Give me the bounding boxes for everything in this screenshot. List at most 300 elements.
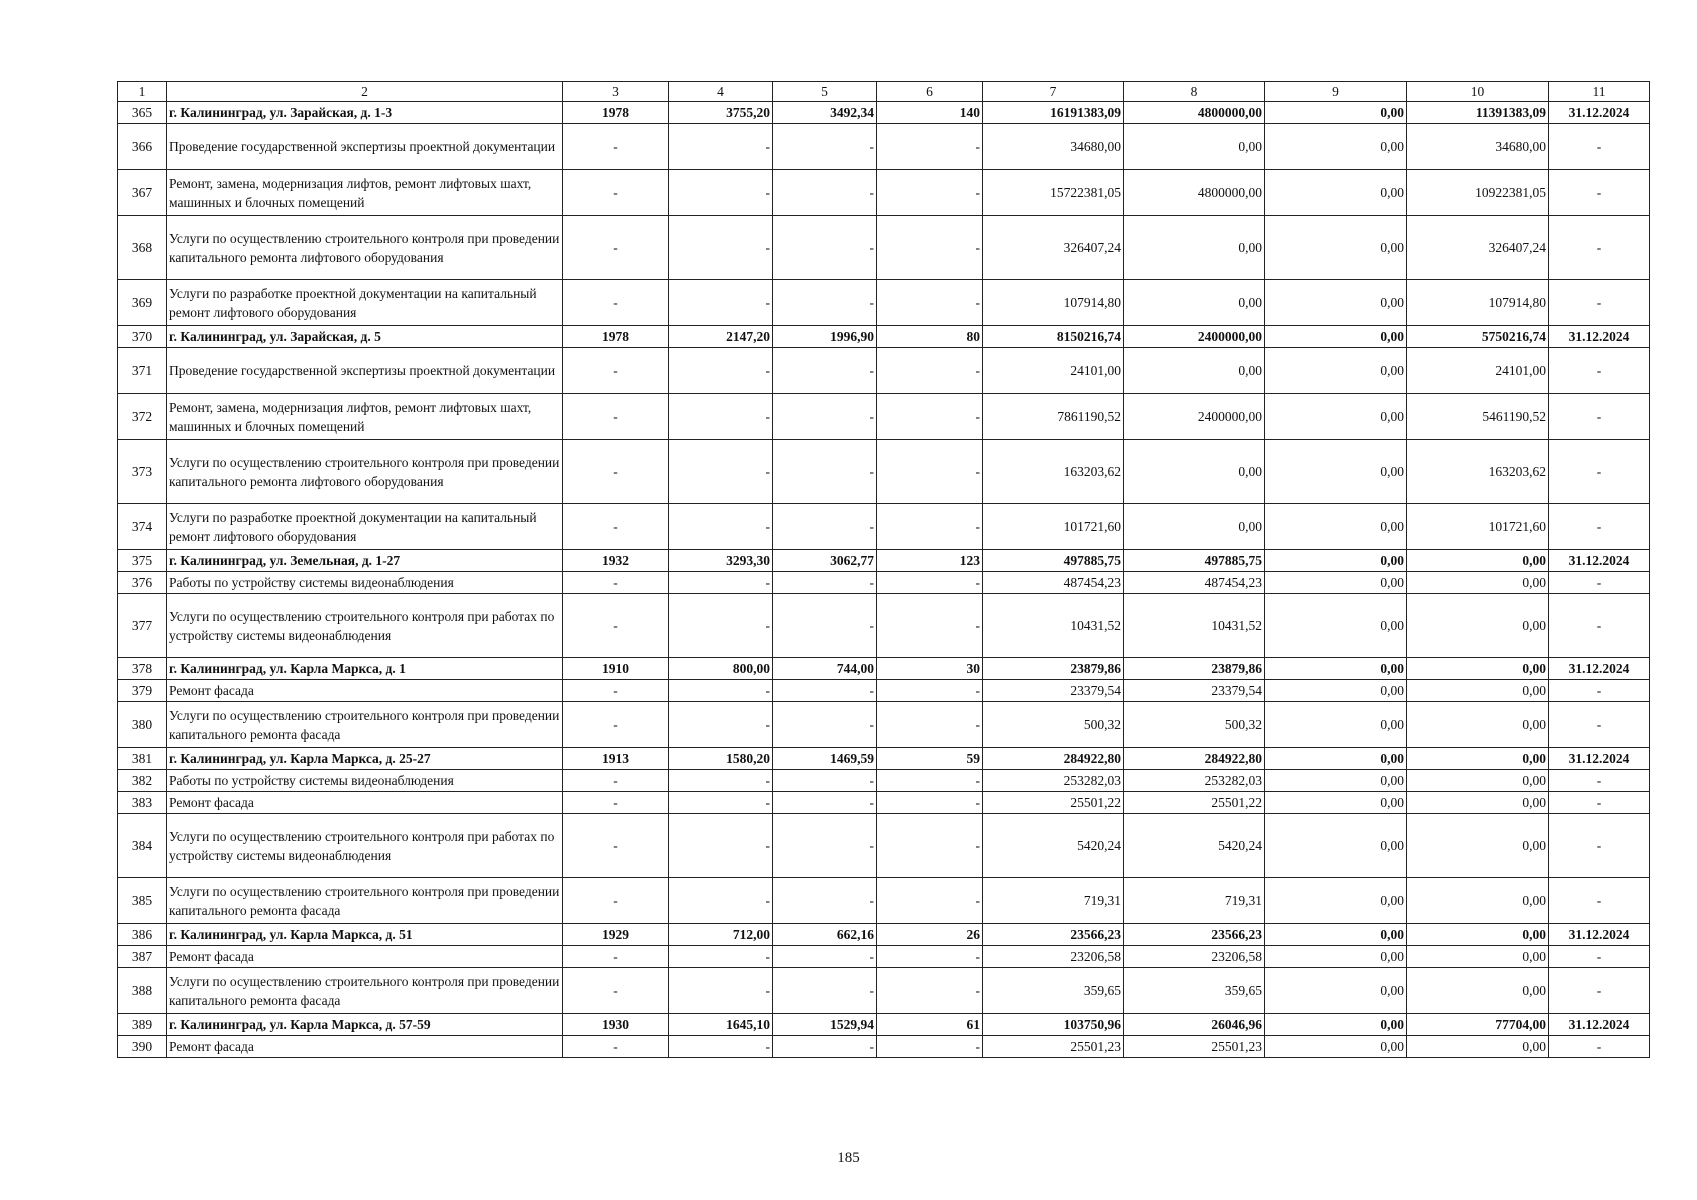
repair-schedule-table	[117, 81, 1650, 1058]
table-cell: -	[773, 878, 877, 924]
table-cell: 284922,80	[983, 748, 1124, 770]
table-cell: -	[877, 878, 983, 924]
table-cell: 1580,20	[669, 748, 773, 770]
table-cell: 4800000,00	[1124, 170, 1265, 216]
table-cell: 26	[877, 924, 983, 946]
table-cell: 3755,20	[669, 102, 773, 124]
table-cell: 1978	[563, 102, 669, 124]
table-cell: -	[669, 946, 773, 968]
table-cell: 5420,24	[1124, 814, 1265, 878]
table-cell: -	[773, 170, 877, 216]
table-cell: -	[877, 572, 983, 594]
table-cell: -	[773, 124, 877, 170]
table-cell: 163203,62	[1407, 440, 1549, 504]
table-cell: 103750,96	[983, 1014, 1124, 1036]
table-cell: 382	[118, 770, 167, 792]
table-cell: -	[773, 770, 877, 792]
row-description: Проведение государственной экспертизы проектной документации	[167, 124, 563, 170]
table-cell: 0,00	[1124, 504, 1265, 550]
table-cell: 0,00	[1407, 594, 1549, 658]
table-cell: 5420,24	[983, 814, 1124, 878]
table-cell: 25501,22	[1124, 792, 1265, 814]
table-cell: 77704,00	[1407, 1014, 1549, 1036]
table-cell: -	[563, 878, 669, 924]
column-header: 9	[1265, 82, 1407, 102]
table-cell: 31.12.2024	[1549, 658, 1650, 680]
table-cell: 0,00	[1265, 1014, 1407, 1036]
row-description: Услуги по осуществлению строительного контроля при проведении капитального ремонта фасада	[167, 878, 563, 924]
work-item-row	[118, 504, 1650, 550]
table-cell: 0,00	[1265, 814, 1407, 878]
row-description: Услуги по осуществлению строительного контроля при проведении капитального ремонта фасада	[167, 968, 563, 1014]
table-cell: -	[773, 504, 877, 550]
table-cell: 385	[118, 878, 167, 924]
table-cell: 744,00	[773, 658, 877, 680]
table-cell: -	[773, 792, 877, 814]
table-cell: 384	[118, 814, 167, 878]
table-cell: -	[877, 124, 983, 170]
row-description: Услуги по разработке проектной документации на капитальный ремонт лифтового оборудования	[167, 280, 563, 326]
table-cell: 0,00	[1265, 946, 1407, 968]
table-cell: 107914,80	[983, 280, 1124, 326]
table-cell: 374	[118, 504, 167, 550]
table-cell: 25501,22	[983, 792, 1124, 814]
table-cell: 372	[118, 394, 167, 440]
table-cell: 1978	[563, 326, 669, 348]
building-row	[118, 658, 1650, 680]
table-cell: 23379,54	[1124, 680, 1265, 702]
table-cell: -	[563, 680, 669, 702]
table-cell: 23879,86	[1124, 658, 1265, 680]
table-cell: -	[563, 348, 669, 394]
table-cell: 719,31	[1124, 878, 1265, 924]
table-cell: 2400000,00	[1124, 394, 1265, 440]
table-cell: 0,00	[1124, 348, 1265, 394]
table-cell: 80	[877, 326, 983, 348]
table-cell: -	[1549, 348, 1650, 394]
table-cell: -	[563, 394, 669, 440]
table-cell: 366	[118, 124, 167, 170]
row-description: Ремонт фасада	[167, 946, 563, 968]
table-cell: 0,00	[1407, 1036, 1549, 1058]
table-cell: -	[669, 1036, 773, 1058]
table-cell: 123	[877, 550, 983, 572]
table-cell: -	[877, 770, 983, 792]
table-cell: 24101,00	[1407, 348, 1549, 394]
table-cell: -	[877, 946, 983, 968]
table-cell: -	[773, 216, 877, 280]
table-cell: 30	[877, 658, 983, 680]
table-cell: 31.12.2024	[1549, 550, 1650, 572]
row-description: Услуги по осуществлению строительного контроля при работах по устройству системы видеонаблюдения	[167, 594, 563, 658]
table-cell: -	[773, 394, 877, 440]
table-cell: 0,00	[1265, 280, 1407, 326]
table-cell: 23879,86	[983, 658, 1124, 680]
work-item-row	[118, 594, 1650, 658]
building-row	[118, 1014, 1650, 1036]
work-item-row	[118, 680, 1650, 702]
table-cell: 59	[877, 748, 983, 770]
table-cell: 1913	[563, 748, 669, 770]
table-cell: -	[773, 594, 877, 658]
table-cell: -	[1549, 702, 1650, 748]
table-cell: -	[877, 702, 983, 748]
table-cell: 10431,52	[1124, 594, 1265, 658]
table-cell: 0,00	[1265, 1036, 1407, 1058]
table-cell: -	[773, 702, 877, 748]
table-cell: 11391383,09	[1407, 102, 1549, 124]
table-cell: 368	[118, 216, 167, 280]
table-cell: 5461190,52	[1407, 394, 1549, 440]
work-item-row	[118, 878, 1650, 924]
table-cell: 0,00	[1265, 124, 1407, 170]
work-item-row	[118, 946, 1650, 968]
table-cell: 0,00	[1407, 572, 1549, 594]
table-cell: -	[1549, 572, 1650, 594]
table-cell: 0,00	[1265, 102, 1407, 124]
table-cell: -	[1549, 594, 1650, 658]
table-cell: -	[669, 504, 773, 550]
work-item-row	[118, 280, 1650, 326]
table-cell: 34680,00	[983, 124, 1124, 170]
table-cell: -	[669, 792, 773, 814]
table-cell: -	[563, 1036, 669, 1058]
table-cell: 1910	[563, 658, 669, 680]
table-cell: 388	[118, 968, 167, 1014]
table-cell: -	[877, 170, 983, 216]
table-cell: -	[773, 348, 877, 394]
table-cell: -	[773, 968, 877, 1014]
table-cell: -	[563, 594, 669, 658]
column-header: 6	[877, 82, 983, 102]
table-cell: 359,65	[983, 968, 1124, 1014]
row-description: г. Калининград, ул. Карла Маркса, д. 57-59	[167, 1014, 563, 1036]
table-cell: 1529,94	[773, 1014, 877, 1036]
table-cell: 107914,80	[1407, 280, 1549, 326]
table-cell: 31.12.2024	[1549, 102, 1650, 124]
table-cell: 140	[877, 102, 983, 124]
table-cell: 800,00	[669, 658, 773, 680]
table-cell: -	[773, 1036, 877, 1058]
column-header: 7	[983, 82, 1124, 102]
table-cell: 712,00	[669, 924, 773, 946]
table-cell: 662,16	[773, 924, 877, 946]
table-cell: 0,00	[1407, 814, 1549, 878]
table-cell: 25501,23	[1124, 1036, 1265, 1058]
table-cell: 359,65	[1124, 968, 1265, 1014]
table-cell: -	[877, 504, 983, 550]
table-cell: -	[669, 216, 773, 280]
table-cell: -	[669, 770, 773, 792]
table-cell: -	[877, 394, 983, 440]
table-cell: -	[563, 440, 669, 504]
table-cell: 0,00	[1407, 702, 1549, 748]
table-cell: -	[877, 680, 983, 702]
table-cell: 381	[118, 748, 167, 770]
table-cell: 1996,90	[773, 326, 877, 348]
column-number-row	[118, 82, 1650, 102]
table-cell: -	[1549, 394, 1650, 440]
table-cell: 23379,54	[983, 680, 1124, 702]
row-description: Ремонт, замена, модернизация лифтов, ремонт лифтовых шахт, машинных и блочных помещений	[167, 170, 563, 216]
row-description: г. Калининград, ул. Зарайская, д. 5	[167, 326, 563, 348]
table-cell: 387	[118, 946, 167, 968]
table-cell: -	[669, 594, 773, 658]
table-cell: 497885,75	[1124, 550, 1265, 572]
table-cell: 390	[118, 1036, 167, 1058]
work-item-row	[118, 814, 1650, 878]
table-cell: -	[773, 572, 877, 594]
work-item-row	[118, 394, 1650, 440]
table-cell: 0,00	[1265, 792, 1407, 814]
table-cell: 0,00	[1265, 770, 1407, 792]
table-cell: 101721,60	[983, 504, 1124, 550]
table-cell: 0,00	[1124, 124, 1265, 170]
table-cell: -	[669, 394, 773, 440]
table-cell: 23206,58	[983, 946, 1124, 968]
table-cell: -	[669, 878, 773, 924]
table-cell: 370	[118, 326, 167, 348]
table-cell: -	[563, 814, 669, 878]
table-cell: -	[877, 594, 983, 658]
table-cell: 371	[118, 348, 167, 394]
table-cell: 719,31	[983, 878, 1124, 924]
table-cell: 7861190,52	[983, 394, 1124, 440]
table-cell: 2147,20	[669, 326, 773, 348]
table-cell: 487454,23	[983, 572, 1124, 594]
table-cell: -	[1549, 170, 1650, 216]
table-cell: 16191383,09	[983, 102, 1124, 124]
row-description: Ремонт фасада	[167, 792, 563, 814]
table-cell: 0,00	[1265, 440, 1407, 504]
table-cell: 25501,23	[983, 1036, 1124, 1058]
table-cell: 3492,34	[773, 102, 877, 124]
table-cell: 0,00	[1265, 394, 1407, 440]
table-cell: -	[877, 814, 983, 878]
work-item-row	[118, 968, 1650, 1014]
table-cell: 23206,58	[1124, 946, 1265, 968]
table-cell: -	[1549, 124, 1650, 170]
work-item-row	[118, 216, 1650, 280]
table-cell: -	[877, 216, 983, 280]
table-cell: -	[563, 572, 669, 594]
row-description: Услуги по осуществлению строительного контроля при работах по устройству системы видеонаблюдения	[167, 814, 563, 878]
table-cell: 487454,23	[1124, 572, 1265, 594]
table-cell: 1645,10	[669, 1014, 773, 1036]
table-cell: 31.12.2024	[1549, 326, 1650, 348]
table-cell: -	[669, 440, 773, 504]
table-cell: -	[669, 968, 773, 1014]
page-number: 185	[837, 1150, 860, 1166]
table-cell: 1932	[563, 550, 669, 572]
table-cell: -	[1549, 280, 1650, 326]
table-cell: 0,00	[1407, 968, 1549, 1014]
table-cell: 0,00	[1265, 504, 1407, 550]
work-item-row	[118, 1036, 1650, 1058]
work-item-row	[118, 124, 1650, 170]
table-cell: -	[563, 702, 669, 748]
table-cell: -	[1549, 1036, 1650, 1058]
table-cell: 0,00	[1265, 878, 1407, 924]
table-cell: -	[877, 440, 983, 504]
column-header: 10	[1407, 82, 1549, 102]
table-cell: 31.12.2024	[1549, 748, 1650, 770]
table-cell: 0,00	[1407, 924, 1549, 946]
table-cell: -	[877, 968, 983, 1014]
building-row	[118, 748, 1650, 770]
table-cell: -	[669, 572, 773, 594]
table-cell: -	[1549, 440, 1650, 504]
table-cell: 0,00	[1265, 680, 1407, 702]
building-row	[118, 326, 1650, 348]
table-cell: 61	[877, 1014, 983, 1036]
table-cell: 375	[118, 550, 167, 572]
table-cell: 34680,00	[1407, 124, 1549, 170]
table-cell: -	[1549, 878, 1650, 924]
table-cell: -	[669, 170, 773, 216]
table-cell: -	[669, 814, 773, 878]
table-cell: 497885,75	[983, 550, 1124, 572]
table-cell: -	[1549, 504, 1650, 550]
table-cell: 0,00	[1407, 792, 1549, 814]
table-cell: 10431,52	[983, 594, 1124, 658]
column-header: 2	[167, 82, 563, 102]
building-row	[118, 102, 1650, 124]
table-cell: -	[1549, 770, 1650, 792]
table-cell: 0,00	[1265, 216, 1407, 280]
table-cell: 253282,03	[1124, 770, 1265, 792]
table-cell: 0,00	[1407, 550, 1549, 572]
table-cell: -	[669, 348, 773, 394]
table-cell: 284922,80	[1124, 748, 1265, 770]
row-description: Услуги по осуществлению строительного контроля при проведении капитального ремонта фасада	[167, 702, 563, 748]
table-cell: -	[563, 170, 669, 216]
column-header: 4	[669, 82, 773, 102]
table-cell: 0,00	[1407, 878, 1549, 924]
building-row	[118, 550, 1650, 572]
row-description: Услуги по осуществлению строительного контроля при проведении капитального ремонта лифтового оборудования	[167, 440, 563, 504]
table-cell: 26046,96	[1124, 1014, 1265, 1036]
table-cell: -	[563, 216, 669, 280]
table-cell: -	[563, 968, 669, 1014]
table-cell: 0,00	[1265, 170, 1407, 216]
table-cell: 163203,62	[983, 440, 1124, 504]
table-cell: 0,00	[1265, 348, 1407, 394]
table-cell: 1930	[563, 1014, 669, 1036]
column-header: 3	[563, 82, 669, 102]
row-description: Работы по устройству системы видеонаблюдения	[167, 770, 563, 792]
work-item-row	[118, 702, 1650, 748]
table-cell: -	[563, 946, 669, 968]
table-cell: 0,00	[1265, 326, 1407, 348]
row-description: г. Калининград, ул. Карла Маркса, д. 51	[167, 924, 563, 946]
column-header: 8	[1124, 82, 1265, 102]
table-cell: -	[563, 124, 669, 170]
table-cell: -	[563, 504, 669, 550]
row-description: г. Калининград, ул. Карла Маркса, д. 1	[167, 658, 563, 680]
work-item-row	[118, 572, 1650, 594]
table-cell: 379	[118, 680, 167, 702]
table-cell: 326407,24	[1407, 216, 1549, 280]
table-cell: 0,00	[1265, 924, 1407, 946]
table-cell: 3293,30	[669, 550, 773, 572]
table-cell: 24101,00	[983, 348, 1124, 394]
table-cell: -	[563, 280, 669, 326]
table-cell: -	[563, 792, 669, 814]
building-row	[118, 924, 1650, 946]
table-cell: 23566,23	[1124, 924, 1265, 946]
table-cell: 377	[118, 594, 167, 658]
column-header: 11	[1549, 82, 1650, 102]
table-cell: -	[669, 280, 773, 326]
row-description: Услуги по осуществлению строительного контроля при проведении капитального ремонта лифтового оборудования	[167, 216, 563, 280]
table-cell: -	[877, 280, 983, 326]
table-cell: -	[1549, 946, 1650, 968]
table-cell: 0,00	[1265, 748, 1407, 770]
table-cell: 0,00	[1407, 658, 1549, 680]
table-cell: 380	[118, 702, 167, 748]
table-cell: 5750216,74	[1407, 326, 1549, 348]
table-cell: 378	[118, 658, 167, 680]
row-description: Ремонт, замена, модернизация лифтов, ремонт лифтовых шахт, машинных и блочных помещений	[167, 394, 563, 440]
table-cell: 1929	[563, 924, 669, 946]
work-item-row	[118, 170, 1650, 216]
table-cell: 0,00	[1407, 770, 1549, 792]
table-cell: -	[773, 680, 877, 702]
table-cell: 367	[118, 170, 167, 216]
table-cell: 8150216,74	[983, 326, 1124, 348]
table-cell: 0,00	[1407, 680, 1549, 702]
table-cell: -	[1549, 968, 1650, 1014]
row-description: г. Калининград, ул. Зарайская, д. 1-3	[167, 102, 563, 124]
table-cell: 0,00	[1124, 280, 1265, 326]
table-cell: 383	[118, 792, 167, 814]
table-cell: 15722381,05	[983, 170, 1124, 216]
row-description: г. Калининград, ул. Земельная, д. 1-27	[167, 550, 563, 572]
table-cell: -	[877, 1036, 983, 1058]
table-cell: 373	[118, 440, 167, 504]
table-cell: -	[1549, 216, 1650, 280]
table-cell: 101721,60	[1407, 504, 1549, 550]
row-description: Ремонт фасада	[167, 1036, 563, 1058]
table-cell: -	[669, 124, 773, 170]
table-cell: 386	[118, 924, 167, 946]
table-cell: 10922381,05	[1407, 170, 1549, 216]
table-cell: -	[669, 680, 773, 702]
row-description: Работы по устройству системы видеонаблюдения	[167, 572, 563, 594]
table-cell: 326407,24	[983, 216, 1124, 280]
table-cell: 389	[118, 1014, 167, 1036]
table-cell: -	[1549, 814, 1650, 878]
column-header: 1	[118, 82, 167, 102]
table-cell: 0,00	[1124, 440, 1265, 504]
table-cell: 0,00	[1407, 748, 1549, 770]
table-cell: 0,00	[1265, 550, 1407, 572]
table-cell: 3062,77	[773, 550, 877, 572]
table-cell: -	[773, 440, 877, 504]
table-cell: 0,00	[1265, 702, 1407, 748]
table-cell: -	[877, 792, 983, 814]
table-cell: -	[773, 814, 877, 878]
row-description: г. Калининград, ул. Карла Маркса, д. 25-27	[167, 748, 563, 770]
table-cell: 500,32	[983, 702, 1124, 748]
table-cell: 365	[118, 102, 167, 124]
row-description: Проведение государственной экспертизы проектной документации	[167, 348, 563, 394]
table-cell: 1469,59	[773, 748, 877, 770]
work-item-row	[118, 440, 1650, 504]
table-cell: -	[773, 946, 877, 968]
table-cell: 0,00	[1265, 968, 1407, 1014]
